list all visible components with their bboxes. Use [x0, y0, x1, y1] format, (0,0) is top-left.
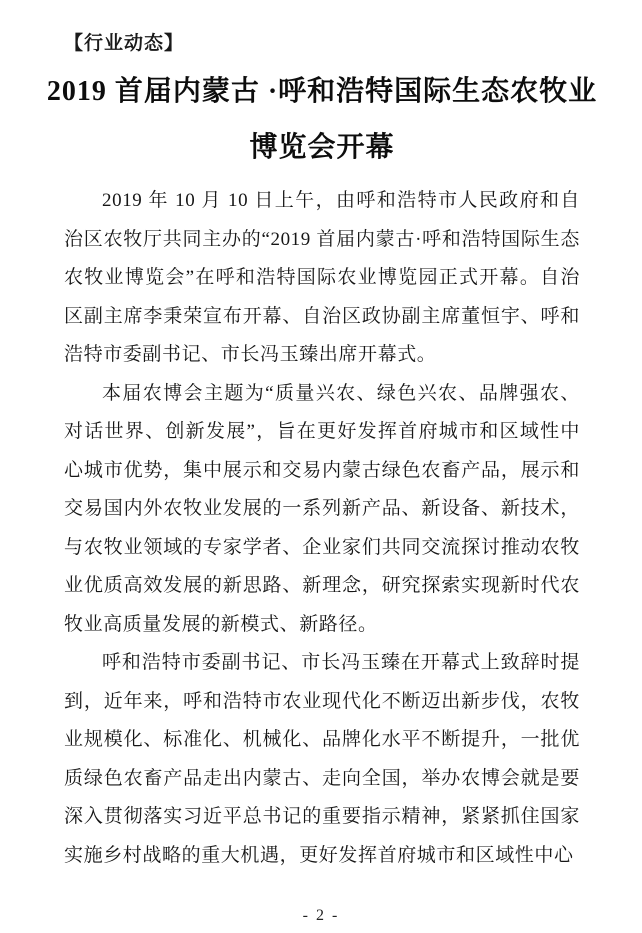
document-title — [38, 64, 606, 176]
title-line-1: 2019 首届内蒙古 ·呼和浩特国际生态农牧业 — [46, 76, 598, 107]
paragraph-3: 呼和浩特市委副书记、市长冯玉臻在开幕式上致辞时提到，近年来，呼和浩特市农业现代化不断迈出新步伐，农牧业规模化、标准化、机械化、品牌化水平不断提升，一批优质绿色农畜产品走出内蒙古、走向全国，举办农博会就是要深入贯彻落实习近平总书记的重要指示精神，紧紧抓住国家实施乡村战略的重大机遇，更好发挥首府城市和区域性中心 — [64, 652, 580, 866]
document-body — [64, 182, 580, 875]
section-tag: 【行业动态】 — [64, 33, 185, 54]
paragraph-1: 2019 年 10 月 10 日上午，由呼和浩特市人民政府和自治区农牧厅共同主办的“2019 首届内蒙古·呼和浩特国际生态农牧业博览会”在呼和浩特国际农业博览园正式开幕。自治区副主席李秉荣宣布开幕、自治区政协副主席董恒宇、呼和浩特市委副书记、市长冯玉臻出席开幕式。 — [64, 190, 580, 365]
page-number: - 2 - — [302, 907, 340, 924]
title-line-2: 博览会开幕 — [249, 132, 395, 163]
paragraph-2: 本届农博会主题为“质量兴农、绿色兴农、品牌强农、对话世界、创新发展”，旨在更好发挥首府城市和区域性中心城市优势，集中展示和交易内蒙古绿色农畜产品，展示和交易国内外农牧业发展的一系列新产品、新设备、新技术，与农牧业领域的专家学者、企业家们共同交流探讨推动农牧业优质高效发展的新思路、新理念，研究探索实现新时代农牧业高质量发展的新模式、新路径。 — [64, 382, 580, 635]
